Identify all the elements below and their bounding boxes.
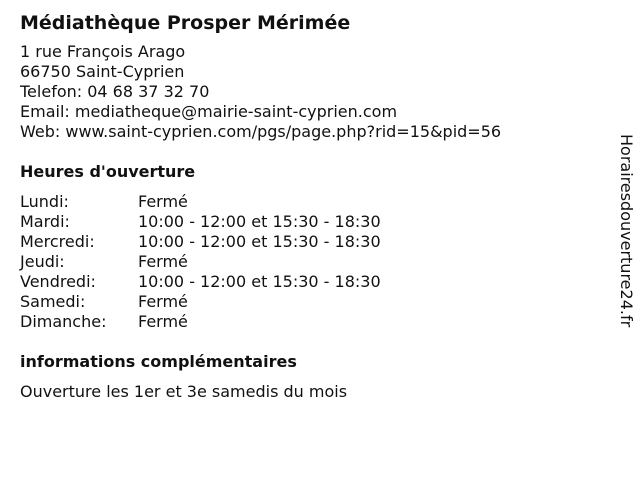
hours-day-label: Mercredi: — [20, 232, 95, 251]
hours-value: Fermé — [138, 252, 188, 271]
hours-day-label: Mardi: — [20, 212, 70, 231]
hours-value: 10:00 - 12:00 et 15:30 - 18:30 — [138, 212, 381, 231]
info-heading: informations complémentaires — [20, 352, 297, 371]
hours-row-samedi — [20, 292, 600, 312]
address-line-city: 66750 Saint-Cyprien — [20, 62, 185, 81]
hours-day-label: Lundi: — [20, 192, 69, 211]
hours-value: 10:00 - 12:00 et 15:30 - 18:30 — [138, 272, 381, 291]
email-line: Email: mediatheque@mairie-saint-cyprien.com — [20, 102, 398, 121]
hours-day-label: Vendredi: — [20, 272, 96, 291]
hours-value: 10:00 - 12:00 et 15:30 - 18:30 — [138, 232, 381, 251]
hours-day-label: Jeudi: — [20, 252, 65, 271]
hours-heading: Heures d'ouverture — [20, 162, 196, 181]
hours-row-lundi — [20, 192, 600, 212]
hours-row-mardi — [20, 212, 600, 232]
hours-day-label: Samedi: — [20, 292, 86, 311]
address-line-street: 1 rue François Arago — [20, 42, 186, 61]
hours-day-label: Dimanche: — [20, 312, 107, 331]
info-text: Ouverture les 1er et 3e samedis du mois — [20, 382, 348, 401]
hours-row-dimanche — [20, 312, 600, 332]
hours-row-vendredi — [20, 272, 600, 292]
page-title: Médiathèque Prosper Mérimée — [20, 12, 351, 34]
web-line: Web: www.saint-cyprien.com/pgs/page.php?rid=15&pid=56 — [20, 122, 502, 141]
hours-row-jeudi — [20, 252, 600, 272]
hours-row-mercredi — [20, 232, 600, 252]
hours-table — [20, 192, 600, 332]
hours-value: Fermé — [138, 192, 188, 211]
place-details — [20, 10, 600, 402]
hours-value: Fermé — [138, 292, 188, 311]
phone-line: Telefon: 04 68 37 32 70 — [20, 82, 210, 101]
brand-watermark-text: Horairesdouverture24.fr — [617, 134, 636, 328]
hours-value: Fermé — [138, 312, 188, 331]
